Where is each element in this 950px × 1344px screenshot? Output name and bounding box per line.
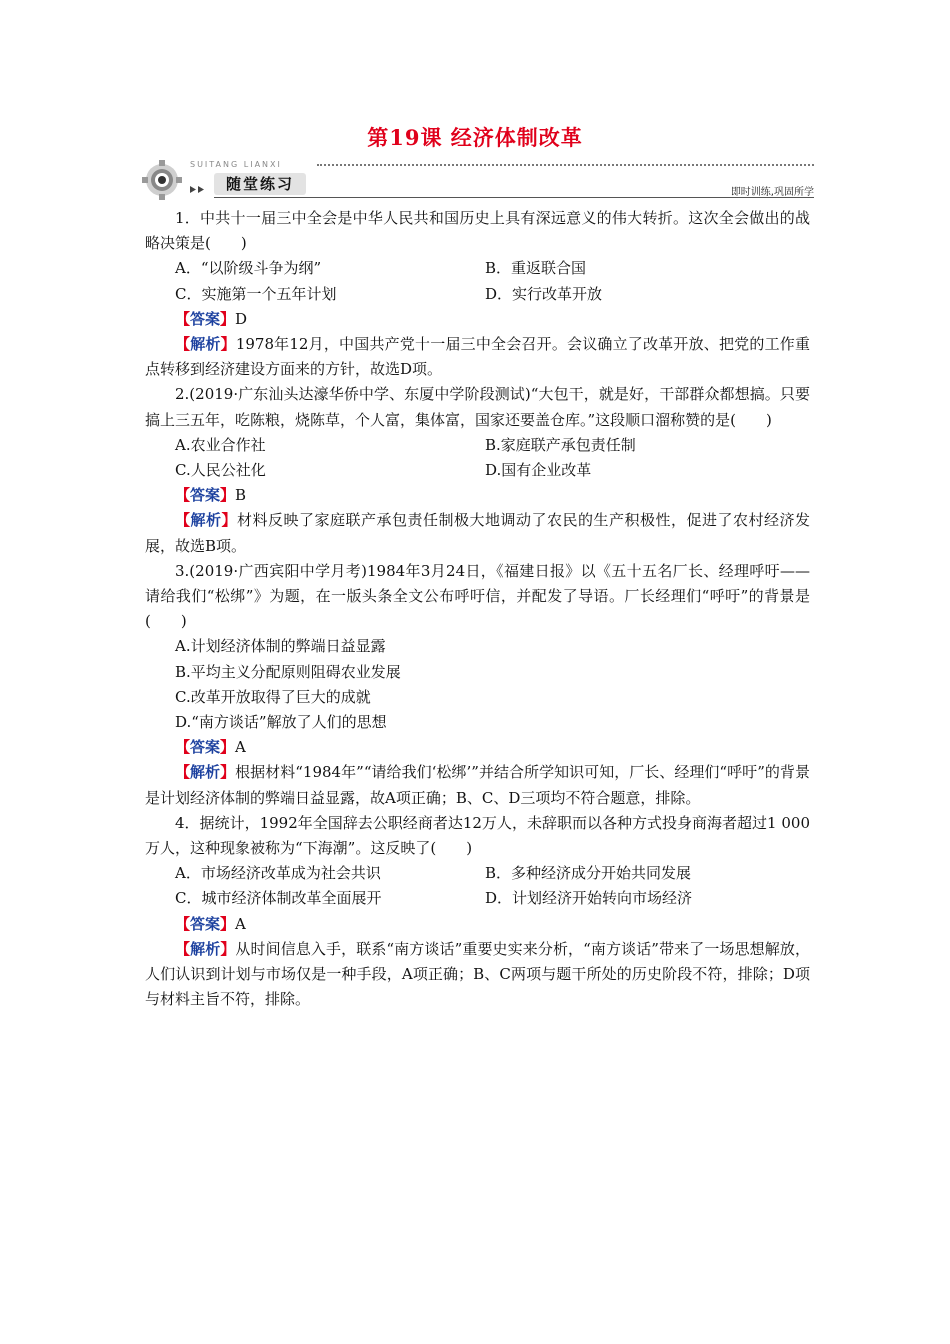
section-banner [142,156,814,200]
option-grid [145,256,810,306]
option-grid [145,433,810,483]
question-item [145,206,810,382]
answer-line [145,912,810,937]
option-c: C．实施第一个五年计划 [175,284,337,303]
question-stem: 1．中共十一届三中全会是中华人民共和国历史上具有深远意义的伟大转折。这次全会做出的战略决策是( ) [145,209,810,253]
banner-divider [214,197,814,198]
option-c: C．城市经济体制改革全面展开 [175,889,382,908]
option-d: D．计划经济开始转向市场经济 [485,889,693,908]
option-d: D.国有企业改革 [485,461,592,480]
option-grid [145,861,810,911]
question-stem: 3.(2019·广西宾阳中学月考)1984年3月24日，《福建日报》以《五十五名厂长、经理呼吁——请给我们“松绑”》为题，在一版头条全文公布呼吁信，并配发了导语。厂长经理们“呼吁”的背景是( ) [145,561,810,631]
question-list [145,206,810,1013]
banner-tagline: 即时训练,巩固所学 [730,187,814,198]
option-a: A.计划经济体制的弊端日益显露 [175,637,386,656]
analysis-text: 1978年12月，中国共产党十一届三中全会召开。会议确立了改革开放、把党的工作重点转移到经济建设方面来的方针，故选D项。 [145,335,810,379]
option-a: A．“以阶级斗争为纲” [175,259,322,278]
option-d: D.“南方谈话”解放了人们的思想 [175,713,387,732]
answer-tag: 【答案】 [175,486,236,505]
question-item [145,811,810,1013]
analysis-text: 从时间信息入手，联系“南方谈话”重要史实来分析，“南方谈话”带来了一场思想解放，人们认识到计划与市场仅是一种手段，A项正确；B、C两项与题干所处的历史阶段不符，排除；D项与材料主旨不符，排除。 [145,939,810,1009]
answer-line [145,483,810,508]
option-d: D．实行改革开放 [485,284,603,303]
banner-label: 随堂练习 [214,173,306,195]
answer-tag: 【答案】 [175,738,236,757]
option-b: B.平均主义分配原则阻碍农业发展 [175,662,401,681]
answer-tag: 【答案】 [175,309,236,328]
analysis-text: 材料反映了家庭联产承包责任制极大地调动了农民的生产积极性，促进了农村经济发展，故选B项。 [145,511,810,555]
answer-value: A [235,738,246,757]
analysis-tag: 【解析】 [175,939,236,958]
question-item [145,382,810,558]
question-item [145,559,810,811]
answer-tag: 【答案】 [175,914,236,933]
analysis-tag: 【解析】 [175,335,236,354]
analysis-line [145,937,810,1013]
analysis-text: 根据材料“1984年”“请给我们‘松绑’”并结合所学知识可知，厂长、经理们“呼吁”的背景是计划经济体制的弊端日益显露，故A项正确；B、C、D三项均不符合题意，排除。 [145,763,810,807]
option-b: B．重返联合国 [485,259,587,278]
question-stem: 4．据统计，1992年全国辞去公职经商者达12万人，未辞职而以各种方式投身商海者超过1 000万人，这种现象被称为“下海潮”。这反映了( ) [145,813,810,858]
answer-value: D [235,309,248,328]
banner-pinyin: SUITANG LIANXI [190,160,282,169]
option-list [145,634,810,735]
analysis-tag: 【解析】 [175,511,237,530]
question-stem: 2.(2019·广东汕头达濠华侨中学、东厦中学阶段测试)“大包干，就是好，干部群众都想搞。只要搞上三五年，吃陈粮，烧陈草，个人富，集体富，国家还要盖仓库。”这段顺口溜称赞的是( ) [145,385,810,429]
option-c: C.人民公社化 [175,461,266,480]
option-a: A．市场经济改革成为社会共识 [175,864,381,883]
analysis-line [145,332,810,382]
answer-line [145,735,810,760]
option-b: B．多种经济成分开始共同发展 [485,864,692,883]
option-c: C.改革开放取得了巨大的成就 [175,687,371,706]
analysis-line [145,508,810,558]
option-b: B.家庭联产承包责任制 [485,435,636,454]
analysis-tag: 【解析】 [175,763,236,782]
banner-dotted-line [317,164,814,166]
page-title: 第19课 经济体制改革 [367,125,583,150]
option-a: A.农业合作社 [175,435,266,454]
answer-value: B [235,486,247,505]
answer-line [145,307,810,332]
answer-value: A [235,914,246,933]
analysis-line [145,760,810,810]
